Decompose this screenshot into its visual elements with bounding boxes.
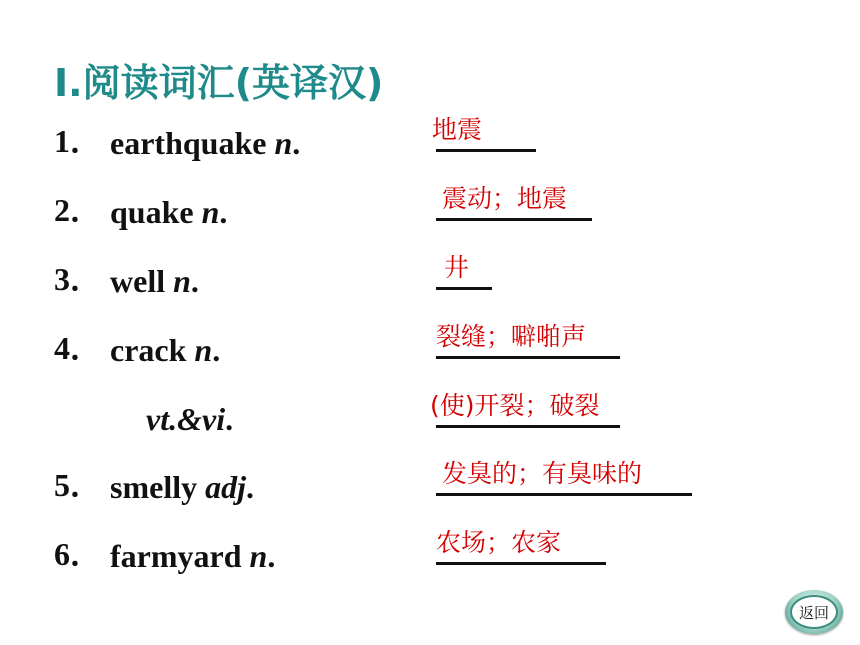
answer-text: 农场；农家 xyxy=(436,528,562,557)
item-number: 3． xyxy=(54,261,103,297)
answer-text: 发臭的；有臭味的 xyxy=(442,459,643,488)
vocab-row-4 xyxy=(54,307,834,377)
item-number: 4． xyxy=(54,330,103,366)
answer-blank xyxy=(436,287,492,290)
answer-blank xyxy=(436,218,592,221)
item-number: 5． xyxy=(54,467,103,503)
answer-text: 裂缝；噼啪声 xyxy=(436,322,587,351)
vocab-word: quake n. xyxy=(110,194,228,230)
vocab-row-3 xyxy=(54,238,834,308)
answer-text: (使)开裂；破裂 xyxy=(430,391,600,420)
part-of-speech: n xyxy=(249,538,268,574)
section-title: Ⅰ.阅读词汇(英译汉) xyxy=(54,61,384,105)
answer-blank xyxy=(436,149,536,152)
vocab-word: farmyard n. xyxy=(110,538,276,574)
vocab-word: earthquake n. xyxy=(110,125,301,161)
part-of-speech: n xyxy=(194,332,213,368)
part-of-speech: n xyxy=(201,194,220,230)
item-number: 1． xyxy=(54,123,103,159)
answer-blank xyxy=(436,562,606,565)
part-of-speech: vt.&vi xyxy=(146,401,226,437)
vocab-word: smelly adj. xyxy=(110,469,254,505)
vocab-row-2 xyxy=(54,169,834,239)
part-of-speech: adj xyxy=(205,469,246,505)
vocab-row-4b xyxy=(54,376,834,446)
vocab-row-5 xyxy=(54,444,834,514)
answer-blank xyxy=(436,425,620,428)
vocab-word: crack n. xyxy=(110,332,221,368)
part-of-speech: n xyxy=(173,263,191,299)
vocab-row-1 xyxy=(54,100,834,170)
back-button[interactable] xyxy=(785,590,843,634)
back-button-label: 返回 xyxy=(790,595,838,629)
item-number: 6． xyxy=(54,536,103,572)
vocab-word: well n. xyxy=(110,263,199,299)
item-number: 2． xyxy=(54,192,103,228)
answer-text: 地震 xyxy=(432,115,483,144)
part-of-speech: n xyxy=(274,125,293,161)
answer-blank xyxy=(436,356,620,359)
answer-text: 震动；地震 xyxy=(442,184,568,213)
vocab-word: vt.&vi. xyxy=(146,401,234,437)
answer-text: 井 xyxy=(444,253,470,282)
answer-blank xyxy=(436,493,692,496)
vocab-row-6 xyxy=(54,513,834,583)
